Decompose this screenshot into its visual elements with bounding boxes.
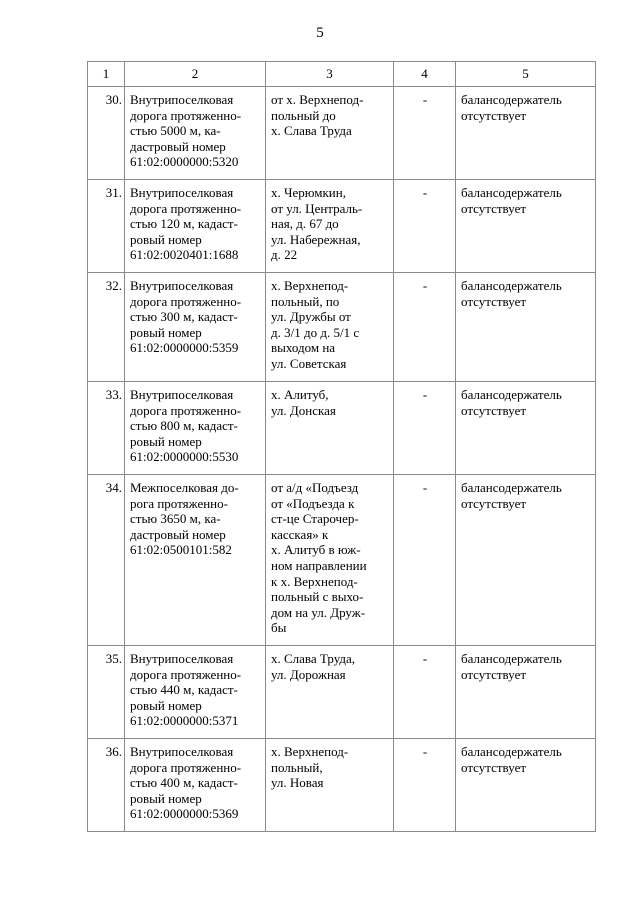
table-row [88, 475, 596, 646]
column-4-cell [394, 475, 456, 646]
column-4-cell-text: - [422, 387, 428, 402]
table-row [88, 180, 596, 273]
column-4-cell-text: - [422, 278, 428, 293]
balance-holder-cell [456, 87, 596, 180]
header-cell-2: 2 [125, 62, 266, 87]
column-4-cell [394, 739, 456, 832]
column-4-cell [394, 382, 456, 475]
column-4-cell [394, 180, 456, 273]
object-name-cell [125, 180, 266, 273]
object-name-cell-text: Внутрипоселковая дорога протяженно- стью 400 м, кадаст- ровый номер 61:02:0000000:5369 [130, 744, 242, 822]
balance-holder-cell [456, 382, 596, 475]
row-number-cell-text: 34. [105, 480, 122, 495]
balance-holder-cell [456, 180, 596, 273]
column-4-cell-text: - [422, 185, 428, 200]
object-name-cell [125, 273, 266, 382]
balance-holder-cell-text: балансодержатель отсутствует [461, 480, 562, 511]
location-cell [266, 475, 394, 646]
balance-holder-cell [456, 475, 596, 646]
row-number-cell-text: 32. [105, 278, 122, 293]
table-header-row [88, 62, 596, 87]
header-cell-1: 1 [88, 62, 125, 87]
location-cell [266, 646, 394, 739]
object-name-cell [125, 739, 266, 832]
table-row [88, 382, 596, 475]
row-number-cell [88, 475, 125, 646]
header-cell-5: 5 [456, 62, 596, 87]
location-cell [266, 739, 394, 832]
row-number-cell-text: 35. [105, 651, 122, 666]
row-number-cell-text: 36. [105, 744, 122, 759]
object-name-cell-text: Внутрипоселковая дорога протяженно- стью 800 м, кадаст- ровый номер 61:02:0000000:5530 [130, 387, 242, 465]
balance-holder-cell-text: балансодержатель отсутствует [461, 278, 562, 309]
balance-holder-cell [456, 646, 596, 739]
row-number-cell-text: 31. [105, 185, 122, 200]
header-cell-4: 4 [394, 62, 456, 87]
location-cell-text: от х. Верхнепод- польный до х. Слава Труда [271, 92, 364, 139]
column-4-cell [394, 273, 456, 382]
location-cell [266, 87, 394, 180]
column-4-cell-text: - [422, 651, 428, 666]
location-cell-text: х. Черюмкин, от ул. Централь- ная, д. 67 до ул. Набережная, д. 22 [271, 185, 363, 263]
table-row [88, 87, 596, 180]
column-4-cell-text: - [422, 92, 428, 107]
row-number-cell-text: 30. [105, 92, 122, 107]
balance-holder-cell-text: балансодержатель отсутствует [461, 651, 562, 682]
object-name-cell [125, 382, 266, 475]
balance-holder-cell-text: балансодержатель отсутствует [461, 387, 562, 418]
location-cell-text: х. Верхнепод- польный, ул. Новая [271, 744, 349, 791]
object-name-cell-text: Межпоселковая до- рога протяженно- стью 3650 м, ка- дастровый номер 61:02:0500101:582 [130, 480, 239, 558]
page-number: 5 [316, 25, 324, 41]
balance-holder-cell [456, 273, 596, 382]
balance-holder-cell [456, 739, 596, 832]
row-number-cell [88, 739, 125, 832]
object-name-cell-text: Внутрипоселковая дорога протяженно- стью 120 м, кадаст- ровый номер 61:02:0020401:1688 [130, 185, 242, 263]
header-cell-3: 3 [266, 62, 394, 87]
row-number-cell [88, 273, 125, 382]
column-4-cell-text: - [422, 480, 428, 495]
column-4-cell [394, 646, 456, 739]
balance-holder-cell-text: балансодержатель отсутствует [461, 744, 562, 775]
row-number-cell [88, 646, 125, 739]
location-cell [266, 180, 394, 273]
location-cell-text: х. Слава Труда, ул. Дорожная [271, 651, 356, 682]
object-name-cell [125, 646, 266, 739]
table-row [88, 273, 596, 382]
row-number-cell [88, 87, 125, 180]
object-name-cell-text: Внутрипоселковая дорога протяженно- стью 5000 м, ка- дастровый номер 61:02:0000000:5320 [130, 92, 242, 170]
column-4-cell [394, 87, 456, 180]
row-number-cell-text: 33. [105, 387, 122, 402]
object-name-cell [125, 87, 266, 180]
location-cell-text: х. Верхнепод- польный, по ул. Дружбы от д. 3/1 до д. 5/1 с выходом на ул. Советская [271, 278, 360, 371]
column-4-cell-text: - [422, 744, 428, 759]
location-cell-text: от а/д «Подъезд от «Подъезда к ст-це Старочер- касская» к х. Алитуб в юж- ном направлении к х. Верхнепод- польный с выхо- дом на ул. Друж- бы [271, 480, 367, 636]
location-cell-text: х. Алитуб, ул. Донская [271, 387, 336, 418]
table-row [88, 646, 596, 739]
location-cell [266, 382, 394, 475]
roads-table [87, 61, 596, 832]
row-number-cell [88, 382, 125, 475]
balance-holder-cell-text: балансодержатель отсутствует [461, 92, 562, 123]
table-row [88, 739, 596, 832]
balance-holder-cell-text: балансодержатель отсутствует [461, 185, 562, 216]
object-name-cell [125, 475, 266, 646]
location-cell [266, 273, 394, 382]
object-name-cell-text: Внутрипоселковая дорога протяженно- стью 300 м, кадаст- ровый номер 61:02:0000000:5359 [130, 278, 242, 356]
row-number-cell [88, 180, 125, 273]
object-name-cell-text: Внутрипоселковая дорога протяженно- стью 440 м, кадаст- ровый номер 61:02:0000000:5371 [130, 651, 242, 729]
